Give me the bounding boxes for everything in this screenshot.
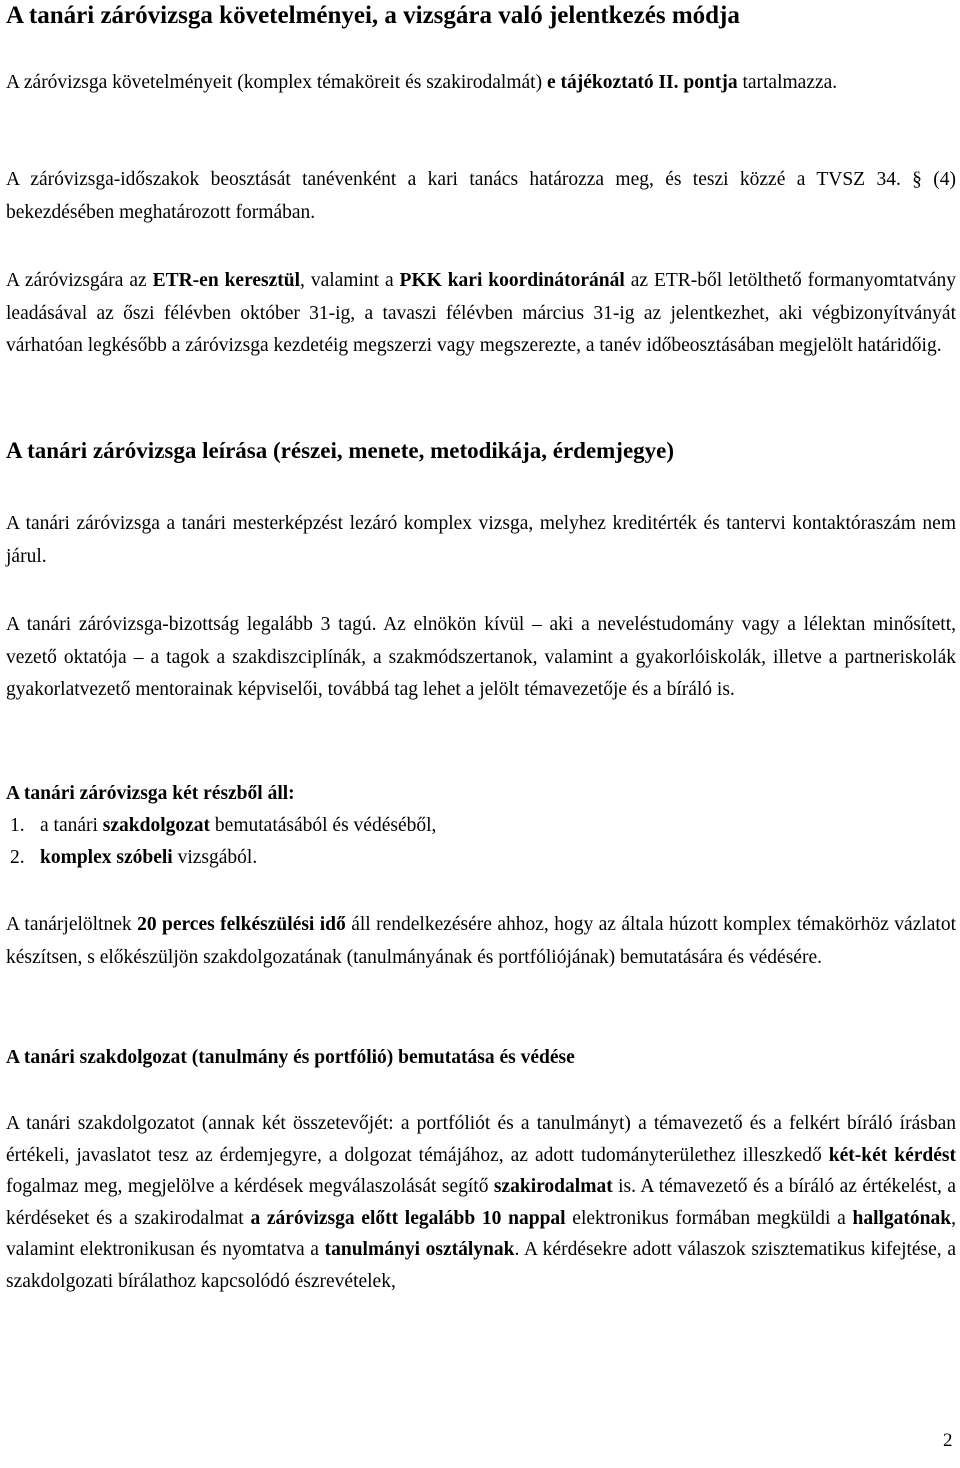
page-number: 2 bbox=[943, 1430, 953, 1451]
text-run: elektronikus formában megküldi a bbox=[565, 1207, 853, 1229]
text-run: A záróvizsga követelményeit (komplex témaköreit és szakirodalmát) bbox=[6, 72, 547, 93]
bold-text-run: szakdolgozat bbox=[102, 815, 211, 836]
text-run: az ETR-ből letölthető formanyomtatvány leadásával az őszi félévben október 31-ig, a tavaszi félévben március 31-ig az jelentkezhet, aki végbizonyítványát várhatóan legkésőbb a záróvizsga kezdetéig megszerzi vagy megszerezte, a tanév időbeosztásában megjelölt határidőig. bbox=[6, 270, 957, 356]
text-run: A záróvizsgára az bbox=[6, 270, 153, 291]
text-run: , valamint a bbox=[300, 270, 400, 291]
bold-text-run: a záróvizsga előtt legalább 10 nappal bbox=[250, 1207, 566, 1229]
paragraph-exam-periods: A záróvizsga-időszakok beosztását tanévenként a kari tanács határozza meg, és teszi közzé a TVSZ 34. § (4) bekezdésében meghatározott formában. bbox=[6, 169, 956, 223]
subheading-exam-parts: A tanári záróvizsga két részből áll: bbox=[6, 783, 295, 804]
text-run: A tanári szakdolgozatot (annak két összetevőjét: a portfóliót és a tanulmányt) a témavezető és a felkért bíráló írásban értékeli, javaslatot tesz az érdemjegyre, a dolgozat témájához, az adott tudományterülethez illeszkedő bbox=[6, 1113, 956, 1166]
text-run: A tanárjelöltnek bbox=[6, 914, 138, 935]
bold-text-run: tanulmányi osztálynak bbox=[324, 1239, 515, 1260]
section-heading-description: A tanári záróvizsga leírása (részei, menete, metodikája, érdemjegye) bbox=[6, 438, 675, 463]
paragraph-thesis-evaluation bbox=[6, 1108, 956, 1297]
text-run: , valamint elektronikusan és nyomtatva a bbox=[6, 1207, 956, 1260]
paragraph-registration bbox=[6, 265, 956, 363]
list-item bbox=[6, 843, 257, 873]
text-run: áll rendelkezésére ahhoz, hogy az általa húzott komplex témakörhöz vázlatot készítsen, s előkészüljön szakdolgozatának (tanulmányának és portfóliójának) bemutatására és védésére. bbox=[6, 914, 957, 968]
paragraph-complex-exam: A tanári záróvizsga a tanári mesterképzést lezáró komplex vizsga, melyhez kreditérték és tantervi kontaktóraszám nem járul. bbox=[6, 513, 956, 567]
bold-text-run: e tájékoztató II. pontja bbox=[546, 72, 738, 93]
subheading-thesis-defense: A tanári szakdolgozat (tanulmány és portfólió) bemutatása és védése bbox=[6, 1047, 575, 1068]
text-run: fogalmaz meg, megjelölve a kérdések megválaszolását segítő bbox=[6, 1176, 494, 1197]
bold-text-run: két-két kérdést bbox=[828, 1144, 956, 1166]
bold-text-run: 20 perces felkészülési idő bbox=[137, 914, 346, 935]
text-run: tartalmazza. bbox=[737, 72, 838, 93]
text-run: bemutatásából és védéséből, bbox=[210, 815, 437, 836]
list-item-number: 2. bbox=[10, 847, 25, 868]
text-run: . A kérdésekre adott válaszok szisztematikus kifejtése, a szakdolgozati bírálathoz kapcsolódó észrevételek, bbox=[6, 1239, 957, 1292]
paragraph-committee: A tanári záróvizsga-bizottság legalább 3 tagú. Az elnökön kívül – aki a neveléstudomány vagy a lélektan minősített, vezető oktatója – a tagok a szakdiszciplínák, a szakmódszertanok, valamint a gyakorlóiskolák, illetve a partneriskolák gyakorlatvezető mentorainak képviselői, továbbá tag lehet a jelölt témavezetője és a bíráló is. bbox=[6, 614, 956, 700]
paragraph-preparation-time bbox=[6, 909, 956, 974]
bold-text-run: hallgatónak bbox=[852, 1207, 952, 1229]
bold-text-run: PKK kari koordinátoránál bbox=[399, 270, 625, 291]
text-run: vizsgából. bbox=[172, 847, 258, 868]
bold-text-run: szakirodalmat bbox=[493, 1176, 613, 1197]
list-item bbox=[6, 811, 436, 841]
section-heading-requirements: A tanári záróvizsga követelményei, a vizsgára való jelentkezés módja bbox=[6, 2, 740, 29]
paragraph-requirements bbox=[6, 67, 956, 100]
bold-text-run: ETR-en keresztül bbox=[152, 270, 301, 291]
text-run: a tanári bbox=[40, 815, 103, 836]
list-item-number: 1. bbox=[10, 815, 25, 836]
text-run: is. A témavezető és a bíráló az értékelést, a kérdéseket és a szakirodalmat bbox=[6, 1176, 956, 1229]
bold-text-run: komplex szóbeli bbox=[40, 847, 173, 868]
